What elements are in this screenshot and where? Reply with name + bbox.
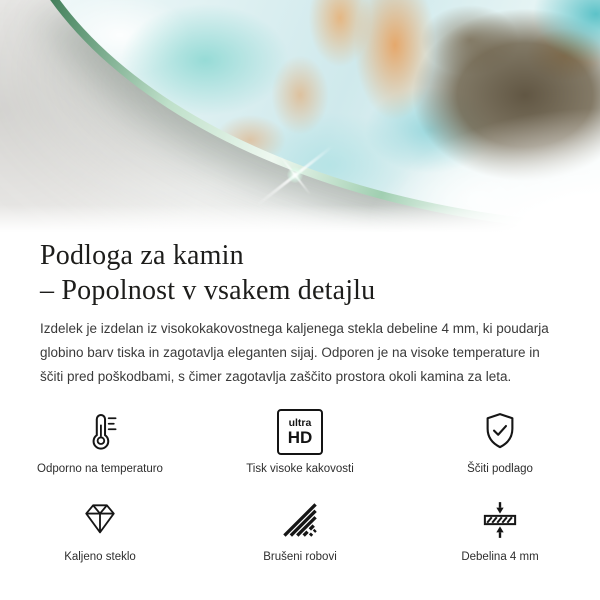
beveled-edges-icon (278, 497, 322, 543)
feature-label: Kaljeno steklo (64, 551, 136, 563)
page-title (40, 238, 560, 308)
thermometer-icon (78, 409, 122, 455)
page-title-line2: – Popolnost v vsakem detajlu (40, 275, 376, 306)
feature-item-tempered-glass (64, 497, 136, 563)
feature-label: Debelina 4 mm (461, 551, 539, 563)
feature-label: Odporno na temperaturo (37, 463, 163, 475)
ultra-hd-icon (277, 409, 323, 455)
hero-image (0, 0, 600, 232)
glass-panel (0, 0, 600, 232)
ultra-hd-icon-text-bottom: HD (287, 428, 313, 447)
features-grid (0, 409, 600, 563)
feature-label: Ščiti podlago (467, 463, 533, 475)
shield-check-icon (478, 409, 522, 455)
content-section (0, 238, 600, 563)
page-title-line1: Podloga za kamin (40, 240, 244, 271)
diamond-icon (78, 497, 122, 543)
ultra-hd-icon-text-top: ultra (288, 417, 312, 429)
thickness-icon (478, 497, 522, 543)
feature-label: Tisk visoke kakovosti (246, 463, 354, 475)
feature-item-print-quality (246, 409, 354, 475)
feature-label: Brušeni robovi (263, 551, 337, 563)
product-description: Izdelek je izdelan iz visokokakovostnega kaljenega stekla debeline 4 mm, ki poudarja globino barv tiska in zagotavlja eleganten sijaj. Odporen je na visoke temperature in ščiti pred poškodbami, s čimer zagotavlja zaščito prostora okoli kamina za leta. (40, 321, 549, 384)
feature-item-thickness (461, 497, 538, 563)
feature-item-temperature (37, 409, 163, 475)
feature-item-beveled-edges (263, 497, 337, 563)
fluid-art-print (0, 0, 600, 232)
feature-item-protects (467, 409, 533, 475)
